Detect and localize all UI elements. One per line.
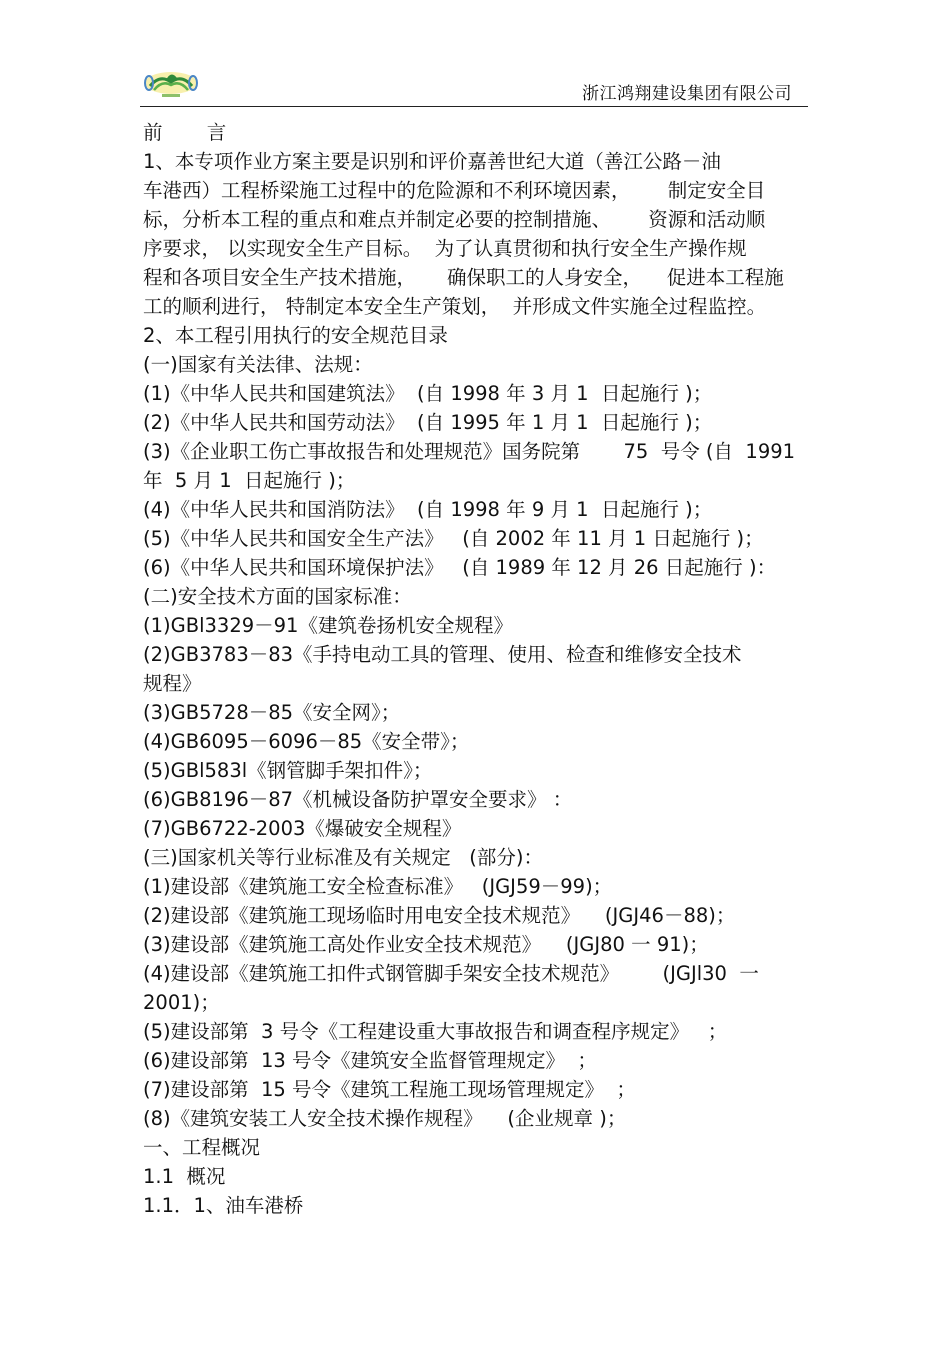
text-line: 车港西）工程桥梁施工过程中的危险源和不利环境因素， 制定安全目 [143, 179, 766, 202]
list-item: (6)建设部第 13 号令《建筑安全监督管理规定》 ； [143, 1049, 597, 1072]
section-heading: 一、工程概况 [143, 1136, 261, 1159]
text-line: 1、本专项作业方案主要是识别和评价嘉善世纪大道（善江公路－油 [143, 150, 721, 173]
list-item: (2)GB3783－83《手持电动工具的管理、使用、检查和维修安全技术 [143, 643, 742, 666]
page-header [140, 62, 808, 107]
list-item: (6)《中华人民共和国环境保护法》 (自 1989 年 12 月 26 日起施行 )： [143, 556, 777, 579]
list-item: (4)GB6095－6096－85《安全带》； [143, 730, 470, 753]
list-item: (5)《中华人民共和国安全生产法》 (自 2002 年 11 月 1 日起施行 )； [143, 527, 764, 550]
text-line: 程和各项目安全生产技术措施， 确保职工的人身安全， 促进本工程施 [143, 266, 784, 289]
list-item: 年 5 月 1 日起施行 )； [143, 469, 356, 492]
list-item: (8)《建筑安装工人安全技术操作规程》 (企业规章 )； [143, 1107, 627, 1130]
list-item: (7)建设部第 15 号令《建筑工程施工现场管理规定》 ； [143, 1078, 636, 1101]
list-item: (3)GB5728－85《安全网》； [143, 701, 401, 724]
list-item: (2)建设部《建筑施工现场临时用电安全技术规范》 (JGJ46－88)； [143, 904, 736, 927]
list-item: 2001)； [143, 991, 220, 1014]
list-item: 规程》 [143, 672, 202, 695]
list-item: (3)建设部《建筑施工高处作业安全技术规范》 (JGJ80 一 91)； [143, 933, 709, 956]
list-item: (4)建设部《建筑施工扣件式钢管脚手架安全技术规范》 (JGJl30 一 [143, 962, 759, 985]
text-line: 标，分析本工程的重点和难点并制定必要的控制措施、 资源和活动顺 [143, 208, 766, 231]
preface-heading: 前 言 [143, 121, 228, 144]
text-line: 序要求， 以实现安全生产目标。 为了认真贯彻和执行安全生产操作规 [143, 237, 747, 260]
subsection-heading: (一)国家有关法律、法规： [143, 353, 373, 376]
subsection-heading: (三)国家机关等行业标准及有关规定 (部分)： [143, 846, 544, 869]
list-item: (3)《企业职工伤亡事故报告和处理规范》国务院第 75 号令 (自 1991 [143, 440, 796, 463]
section-heading: 2、本工程引用执行的安全规范目录 [143, 324, 448, 347]
list-item: (4)《中华人民共和国消防法》 (自 1998 年 9 月 1 日起施行 )； [143, 498, 713, 521]
company-name: 浙江鸿翔建设集团有限公司 [582, 84, 792, 104]
subsection-heading: 1.1．1、油车港桥 [143, 1194, 304, 1217]
subsection-heading: 1.1 概况 [143, 1165, 226, 1188]
list-item: (5)建设部第 3 号令《工程建设重大事故报告和调查程序规定》 ； [143, 1020, 728, 1043]
list-item: (6)GB8196－87《机械设备防护罩安全要求》 ： [143, 788, 573, 811]
list-item: (1)《中华人民共和国建筑法》 (自 1998 年 3 月 1 日起施行 )； [143, 382, 713, 405]
document-body [143, 118, 811, 1220]
company-logo-icon [140, 68, 202, 102]
list-item: (7)GB6722-2003《爆破安全规程》 [143, 817, 462, 840]
list-item: (5)GBl583l《钢管脚手架扣件》； [143, 759, 433, 782]
list-item: (2)《中华人民共和国劳动法》 (自 1995 年 1 月 1 日起施行 )； [143, 411, 713, 434]
list-item: (1)建设部《建筑施工安全检查标准》 (JGJ59－99)； [143, 875, 613, 898]
list-item: (1)GBl3329－91《建筑卷扬机安全规程》 [143, 614, 513, 637]
text-line: 工的顺利进行， 特制定本安全生产策划， 并形成文件实施全过程监控。 [143, 295, 767, 318]
subsection-heading: (二)安全技术方面的国家标准： [143, 585, 412, 608]
